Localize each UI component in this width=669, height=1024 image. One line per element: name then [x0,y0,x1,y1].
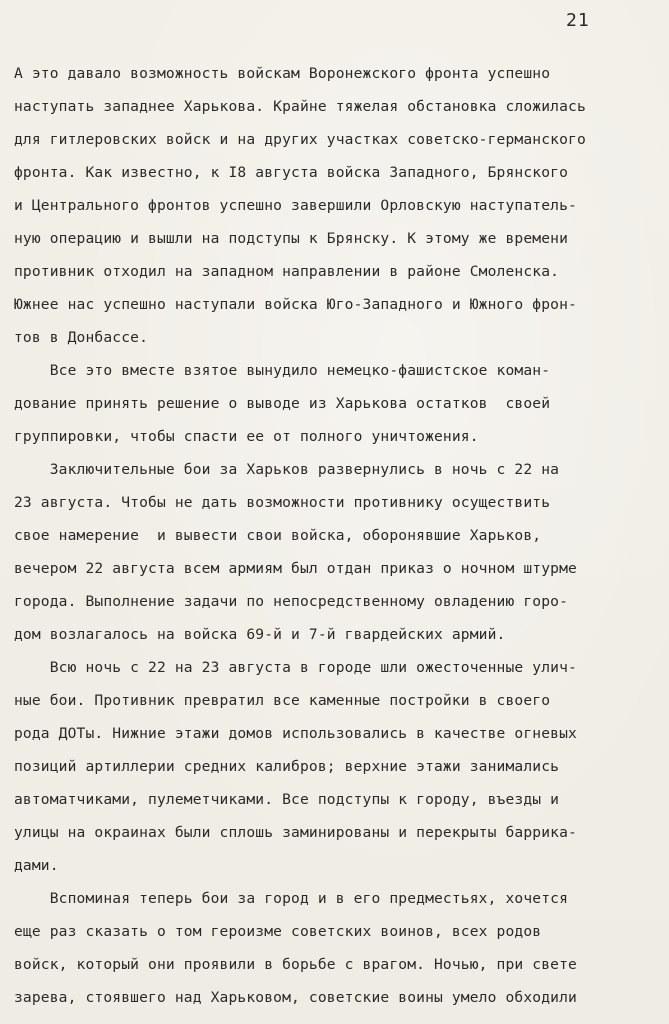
text-line: ную операцию и вышли на подступы к Брянску. К этому же времени [14,230,569,247]
text-line: Заключительные бои за Харьков развернулись в ночь с 22 на [14,461,560,478]
text-line: Всю ночь с 22 на 23 августа в городе шли ожесточенные улич- [14,659,577,676]
text-line: дование принять решение о выводе из Харькова остатков своей [14,395,551,412]
text-line: для гитлеровских войск и на других участках советско-германского [14,131,586,148]
text-line: 23 августа. Чтобы не дать возможности противнику осуществить [14,494,551,511]
page-number: 21 [566,10,590,31]
text-line: фронта. Как известно, к I8 августа войска Западного, Брянского [14,164,569,181]
text-line: группировки, чтобы спасти ее от полного уничтожения. [14,428,479,445]
text-line: улицы на окраинах были сплошь заминированы и перекрыты баррика- [14,824,577,841]
text-line: тов в Донбассе. [14,329,149,346]
text-line: Все это вместе взятое вынудило немецко-фашистское коман- [14,362,551,379]
text-line: еще раз сказать о том героизме советских воинов, всех родов [14,923,542,940]
text-line: рода ДОТы. Нижние этажи домов использовались в качестве огневых [14,725,577,742]
text-line: войск, который они проявили в борьбе с врагом. Ночью, при свете [14,956,577,973]
text-line: А это давало возможность войскам Воронежского фронта успешно [14,65,551,82]
text-line: наступать западнее Харькова. Крайне тяжелая обстановка сложилась [14,98,586,115]
text-line: ные бои. Противник превратил все каменные постройки в своего [14,692,551,709]
text-line: противник отходил на западном направлении в районе Смоленска. [14,263,560,280]
text-line: позиций артиллерии средних калибров; верхние этажи занимались [14,758,560,775]
text-line: города. Выполнение задачи по непосредственному овладению горо- [14,593,569,610]
text-line: и Центрального фронтов успешно завершили Орловскую наступатель- [14,197,577,214]
text-line: автоматчиками, пулеметчиками. Все подступы к городу, въезды и [14,791,560,808]
text-line: дами. [14,857,59,874]
text-line: вечером 22 августа всем армиям был отдан приказ о ночном штурме [14,560,577,577]
text-line: дом возлагалось на войска 69-й и 7-й гвардейских армий. [14,626,506,643]
text-line: зарева, стоявшего над Харьковом, советские воины умело обходили [14,989,577,1006]
text-line: свое намерение и вывести свои войска, оборонявшие Харьков, [14,527,542,544]
text-line: Вспоминая теперь бои за город и в его предместьях, хочется [14,890,569,907]
text-line: Южнее нас успешно наступали войска Юго-Западного и Южного фрон- [14,296,577,313]
